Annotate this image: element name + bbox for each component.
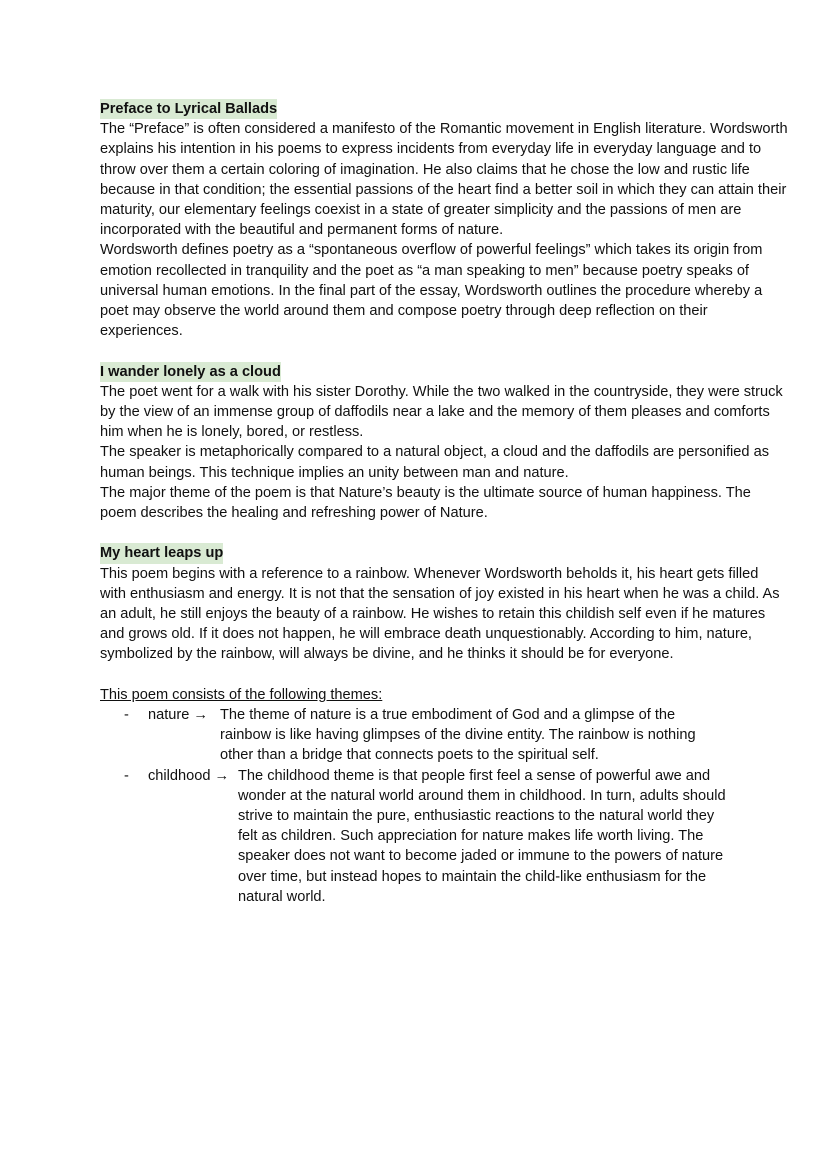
paragraph: The speaker is metaphorically compared to a natural object, a cloud and the daffodils are personified as human beings. This technique implies an unity between man and nature. — [100, 444, 770, 481]
section-wander-lonely — [100, 362, 788, 524]
themes-section — [100, 685, 788, 907]
paragraph: The “Preface” is often considered a manifesto of the Romantic movement in English literature. Wordsworth explains his intention in his poems to express incidents from everyday life in everyday language and to throw over them a certain coloring of imagination. He also claims that he chose the low and rustic life because in that condition; the essential passions of the heart find a better soil in which they can attain their maturity, our elementary feelings coexist in a state of greater simplicity and the passions of men are incorporated with the beautiful and permanent forms of nature. — [100, 121, 788, 239]
section-heading-heart-leaps: My heart leaps up — [100, 543, 223, 563]
theme-description-nature: The theme of nature is a true embodiment of God and a glimpse of the rainbow is like having glimpses of the divine entity. The rainbow is nothing other than a bridge that connects poets to the spiritual self. — [220, 707, 696, 764]
theme-term-nature: nature → — [148, 707, 209, 724]
paragraph: This poem begins with a reference to a rainbow. Whenever Wordsworth beholds it, his heart gets filled with enthusiasm and energy. It is not that the sensation of joy existed in his heart when he was a child. As an adult, he still enjoys the beauty of a rainbow. He wishes to retain this childish self even if he matures and grows old. If it does not happen, he will embrace death unquestionably. According to him, nature, symbolized by the rainbow, will always be divine, and he thinks it should be for everyone. — [100, 565, 780, 663]
bullet-dash: - — [124, 767, 129, 784]
paragraph: The major theme of the poem is that Nature’s beauty is the ultimate source of human happiness. The poem describes the healing and refreshing power of Nature. — [100, 484, 751, 522]
section-heading-wander-lonely: I wander lonely as a cloud — [100, 362, 281, 382]
theme-item-nature — [100, 705, 788, 766]
section-heart-leaps — [100, 543, 788, 664]
theme-term-childhood: childhood → — [148, 767, 230, 784]
paragraph: The poet went for a walk with his sister Dorothy. While the two walked in the countryside, they were struck by the view of an immense group of daffodils near a lake and the memory of them pleases and comforts him when he is lonely, bored, or restless. — [100, 383, 783, 441]
section-heading-preface: Preface to Lyrical Ballads — [100, 99, 277, 119]
spacer — [100, 665, 788, 685]
paragraph: Wordsworth defines poetry as a “spontaneous overflow of powerful feelings” which takes its origin from emotion recollected in tranquility and the poet as “a man speaking to men” because poetry speaks of universal human emotions. In the final part of the essay, Wordsworth outlines the procedure whereby a poet may observe the world around them and compose poetry through deep reflection on their experiences. — [100, 242, 763, 340]
bullet-dash: - — [124, 707, 129, 724]
section-preface — [100, 99, 788, 341]
theme-item-childhood — [100, 766, 788, 907]
spacer — [100, 523, 788, 543]
theme-description-childhood: The childhood theme is that people first feel a sense of powerful awe and wonder at the natural world around them in childhood. In turn, adults should strive to maintain the pure, enthusiastic reactions to the natural world they felt as children. Such appreciation for nature makes life worth living. The speaker does not want to become jaded or immune to the powers of nature over time, but instead hopes to maintain the child-like enthusiasm for the natural world. — [238, 767, 726, 905]
themes-title: This poem consists of the following themes: — [100, 686, 383, 703]
spacer — [100, 341, 788, 361]
